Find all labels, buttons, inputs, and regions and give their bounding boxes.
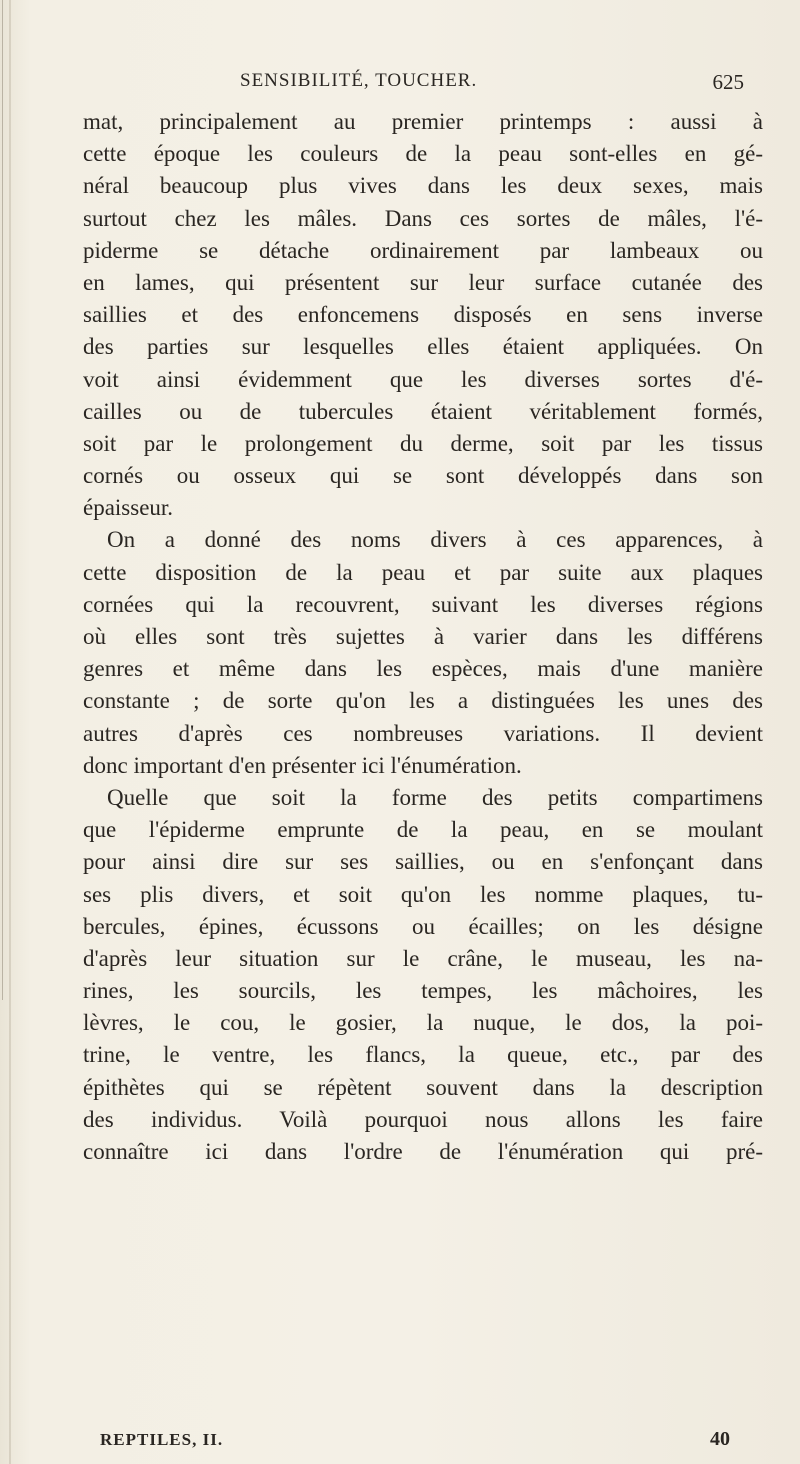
body-text — [83, 106, 763, 1168]
paragraph-start-line: Quelle que soit la forme des petits compartimens — [107, 784, 763, 810]
text-line: autres d'après ces nombreuses variations. Il devient — [83, 720, 763, 746]
text-line: cette disposition de la peau et par suite aux plaques — [83, 559, 763, 585]
gathering-number: 40 — [710, 1428, 730, 1450]
text-line: cornés ou osseux qui se sont développés dans son — [83, 463, 763, 489]
text-line: saillies et des enfoncemens disposés en sens inverse — [83, 302, 763, 328]
text-line: mat, principalement au premier printemps : aussi à — [83, 109, 763, 134]
text-line: cette époque les couleurs de la peau sont-elles en gé- — [83, 141, 763, 167]
text-line: piderme se détache ordinairement par lambeaux ou — [83, 237, 763, 263]
page-number: 625 — [712, 70, 744, 94]
text-line: trine, le ventre, les flancs, la queue, etc., par des — [83, 1042, 763, 1068]
text-line: surtout chez les mâles. Dans ces sortes de mâles, l'é- — [83, 205, 763, 231]
text-line: bercules, épines, écussons ou écailles; on les désigne — [83, 913, 763, 939]
text-line: des individus. Voilà pourquoi nous allons les faire — [83, 1106, 763, 1132]
text-line: des parties sur lesquelles elles étaient appliquées. On — [83, 334, 763, 360]
text-line: où elles sont très sujettes à varier dans les différens — [83, 624, 763, 649]
text-line: voit ainsi évidemment que les diverses sortes d'é- — [83, 366, 763, 392]
text-line: rines, les sourcils, les tempes, les mâchoires, les — [83, 978, 763, 1004]
page-footer — [100, 1430, 730, 1456]
text-line: constante ; de sorte qu'on les a distinguées les unes des — [83, 688, 763, 714]
text-line: soit par le prolongement du derme, soit par les tissus — [83, 430, 763, 456]
text-line: néral beaucoup plus vives dans les deux sexes, mais — [83, 173, 763, 199]
text-line: cailles ou de tubercules étaient véritablement formés, — [83, 398, 763, 424]
text-line: épithètes qui se répètent souvent dans la description — [83, 1074, 763, 1100]
page-header — [60, 70, 760, 100]
text-line: d'après leur situation sur le crâne, le museau, les na- — [83, 945, 763, 971]
gutter-shadow — [9, 0, 11, 1464]
running-head: SENSIBILITÉ, TOUCHER. — [240, 70, 478, 91]
paragraph-start-line: On a donné des noms divers à ces apparences, à — [107, 527, 763, 553]
paragraph-end-line: épaisseur. — [83, 495, 174, 521]
paragraph-end-line: donc important d'en présenter ici l'énumération. — [83, 752, 522, 778]
text-line: que l'épiderme emprunte de la peau, en se moulant — [83, 817, 763, 843]
page-edge-line — [2, 0, 3, 1000]
text-line: ses plis divers, et soit qu'on les nomme plaques, tu- — [83, 881, 763, 907]
text-line: en lames, qui présentent sur leur surface cutanée des — [83, 269, 763, 295]
text-line: genres et même dans les espèces, mais d'une manière — [83, 656, 763, 682]
text-line: connaître ici dans l'ordre de l'énumération qui pré- — [83, 1139, 763, 1164]
text-line: cornées qui la recouvrent, suivant les diverses régions — [83, 591, 763, 617]
text-line: pour ainsi dire sur ses saillies, ou en s'enfonçant dans — [83, 849, 763, 875]
signature-mark: REPTILES, II. — [100, 1430, 224, 1449]
text-line: lèvres, le cou, le gosier, la nuque, le dos, la poi- — [83, 1010, 763, 1036]
